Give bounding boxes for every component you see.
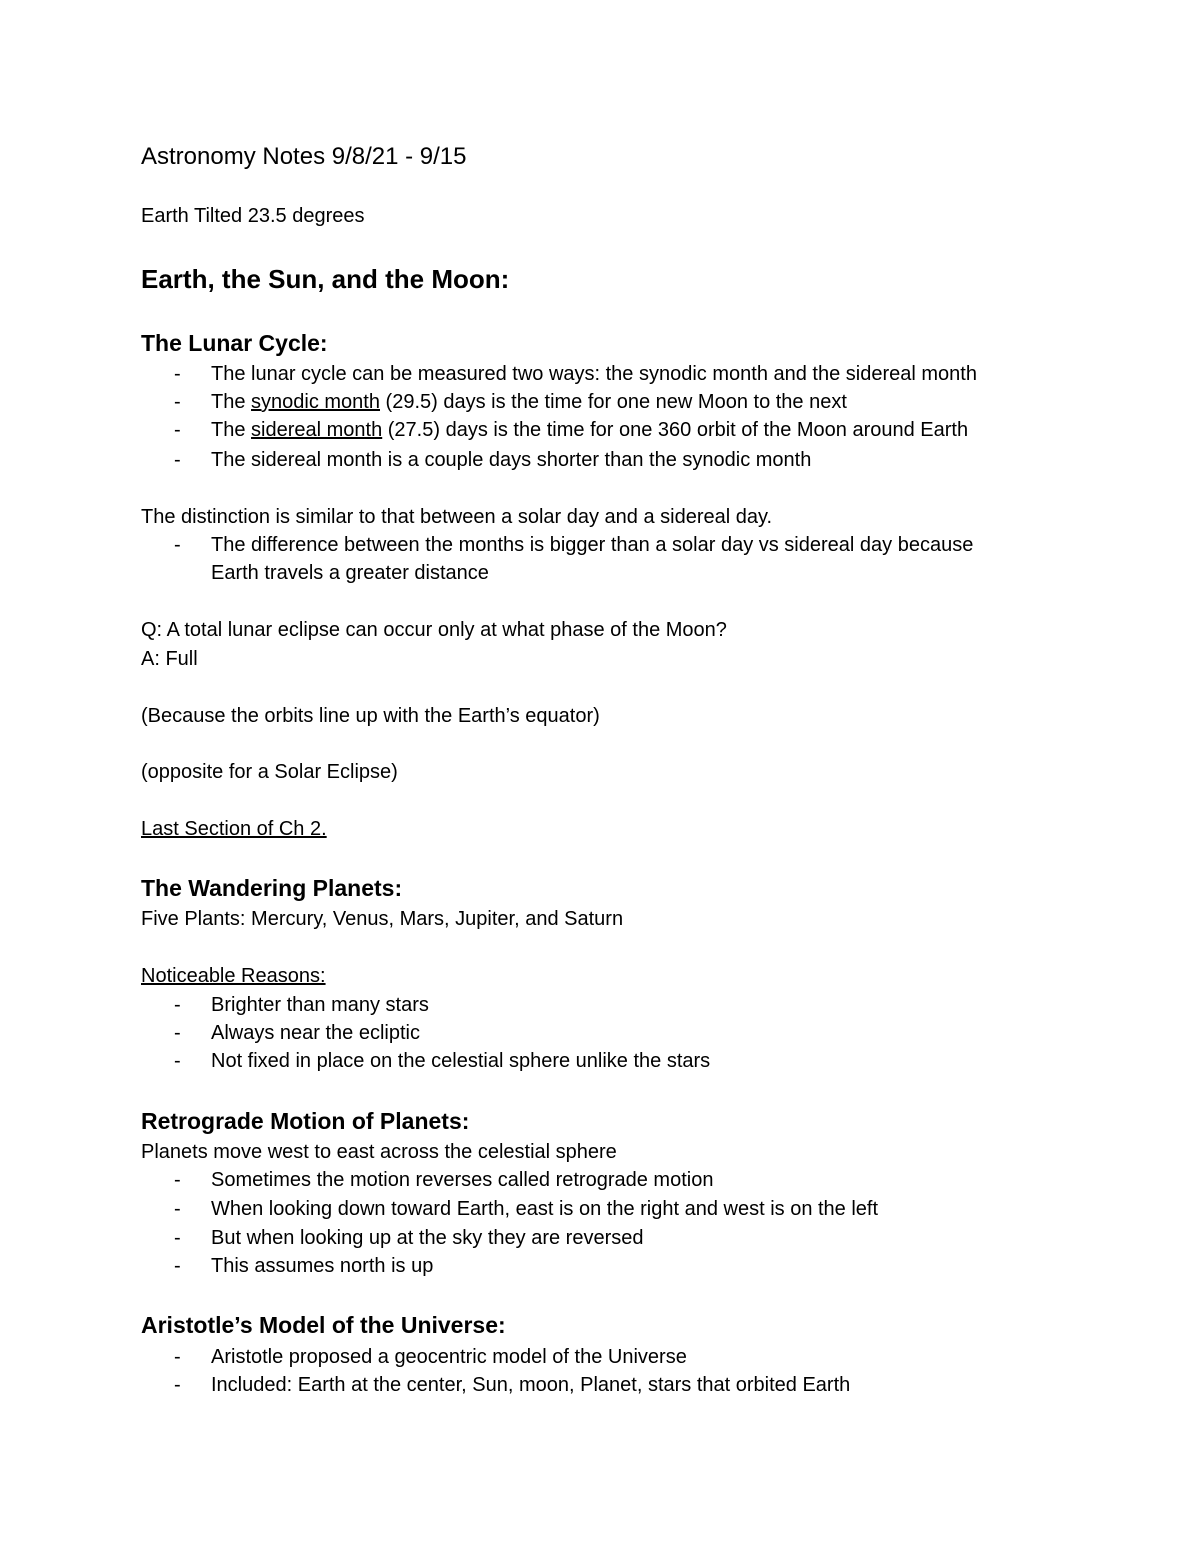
bullet-dash: - xyxy=(174,391,181,413)
lunar-bullet-2-pre: The xyxy=(211,391,252,413)
lunar-bullet-3-pre: The xyxy=(211,419,252,441)
lunar-bullet-2 xyxy=(211,388,847,416)
retrograde-bullet-3: But when looking up at the sky they are reversed xyxy=(211,1227,644,1249)
reasons-heading: Noticeable Reasons: xyxy=(141,965,326,987)
note-solar-eclipse: (opposite for a Solar Eclipse) xyxy=(141,761,398,783)
question-text: Q: A total lunar eclipse can occur only at what phase of the Moon? xyxy=(141,619,727,641)
heading-wandering-planets: The Wandering Planets: xyxy=(141,875,403,901)
aristotle-bullet-2: Included: Earth at the center, Sun, moon, Planet, stars that orbited Earth xyxy=(211,1374,851,1396)
retrograde-bullet-2: When looking down toward Earth, east is on the right and west is on the left xyxy=(211,1198,879,1220)
section-heading-earth-sun-moon: Earth, the Sun, and the Moon: xyxy=(141,264,510,294)
bullet-dash: - xyxy=(174,1198,181,1220)
distinction-text: The distinction is similar to that between a solar day and a sidereal day. xyxy=(141,506,773,528)
retrograde-text: Planets move west to east across the celestial sphere xyxy=(141,1141,617,1163)
term-sidereal-month: sidereal month xyxy=(251,419,383,441)
heading-lunar-cycle: The Lunar Cycle: xyxy=(141,330,328,356)
lunar-bullet-3-post: (27.5) days is the time for one 360 orbit of the Moon around Earth xyxy=(382,419,969,441)
bullet-dash: - xyxy=(174,1022,181,1044)
retrograde-bullet-4: This assumes north is up xyxy=(211,1255,434,1277)
bullet-dash: - xyxy=(174,449,181,471)
lunar-bullet-4: The sidereal month is a couple days shorter than the synodic month xyxy=(211,449,812,471)
tilt-note: Earth Tilted 23.5 degrees xyxy=(141,205,365,227)
distinction-bullet-line-2: Earth travels a greater distance xyxy=(211,562,489,584)
distinction-bullet-line-1: The difference between the months is bigger than a solar day vs sidereal day because xyxy=(211,534,974,556)
planets-list-text: Five Plants: Mercury, Venus, Mars, Jupiter, and Saturn xyxy=(141,908,624,930)
term-synodic-month: synodic month xyxy=(251,391,380,413)
reason-bullet-2: Always near the ecliptic xyxy=(211,1022,420,1044)
reason-bullet-3: Not fixed in place on the celestial sphere unlike the stars xyxy=(211,1050,711,1072)
bullet-dash: - xyxy=(174,994,181,1016)
bullet-dash: - xyxy=(174,1227,181,1249)
heading-retrograde-motion: Retrograde Motion of Planets: xyxy=(141,1108,470,1134)
lunar-bullet-2-post: (29.5) days is the time for one new Moon to the next xyxy=(380,391,847,413)
reason-bullet-1: Brighter than many stars xyxy=(211,994,429,1016)
aristotle-bullet-1: Aristotle proposed a geocentric model of the Universe xyxy=(211,1346,687,1368)
bullet-dash: - xyxy=(174,1346,181,1368)
retrograde-bullet-1: Sometimes the motion reverses called retrograde motion xyxy=(211,1169,714,1191)
answer-text: A: Full xyxy=(141,648,198,670)
bullet-dash: - xyxy=(174,1169,181,1191)
lunar-bullet-1: The lunar cycle can be measured two ways: the synodic month and the sidereal month xyxy=(211,363,977,385)
heading-aristotle-model: Aristotle’s Model of the Universe: xyxy=(141,1312,506,1338)
lunar-bullet-3 xyxy=(211,416,968,444)
bullet-dash: - xyxy=(174,1374,181,1396)
bullet-dash: - xyxy=(174,419,181,441)
bullet-dash: - xyxy=(174,1255,181,1277)
page-title: Astronomy Notes 9/8/21 - 9/15 xyxy=(141,143,467,170)
last-section-label: Last Section of Ch 2. xyxy=(141,818,327,840)
bullet-dash: - xyxy=(174,534,181,556)
note-orbits: (Because the orbits line up with the Earth’s equator) xyxy=(141,705,600,727)
bullet-dash: - xyxy=(174,363,181,385)
bullet-dash: - xyxy=(174,1050,181,1072)
